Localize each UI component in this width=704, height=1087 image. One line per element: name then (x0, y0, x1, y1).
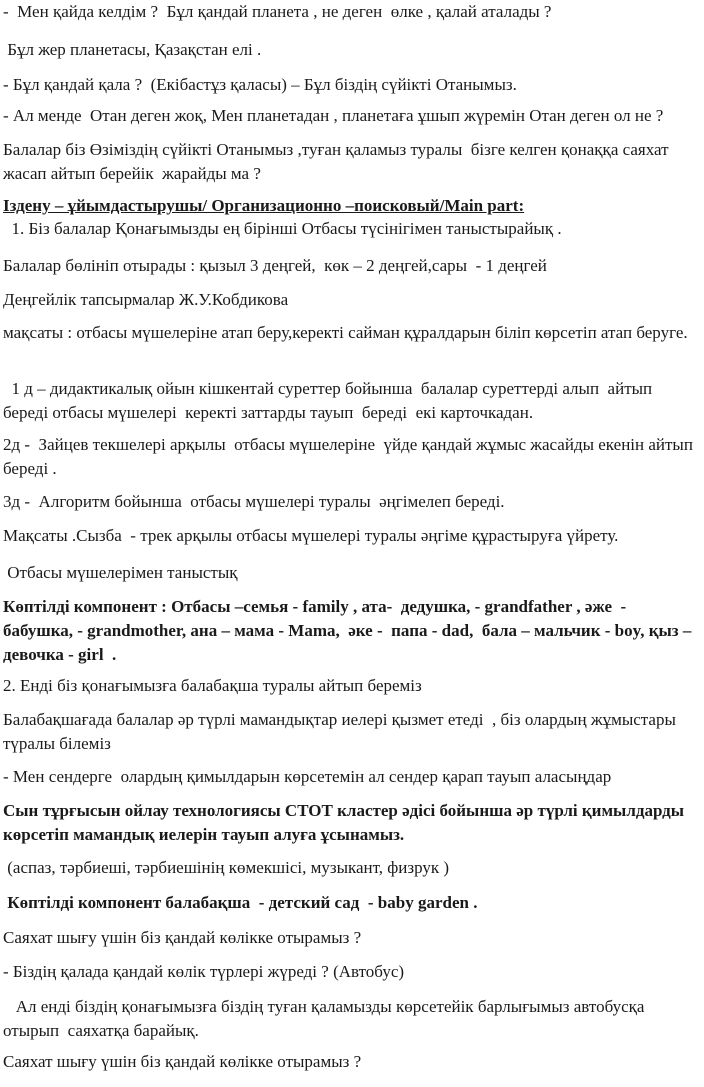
kindergarten-professions: Балабақшағада балалар әр түрлі мамандықтар иелері қызмет етеді , біз олардың жұмыстары түралы білеміз (3, 710, 681, 753)
section-heading-main-part: Іздену – ұйымдастырушы/ Организационно –поисковый/Main part: (3, 196, 525, 215)
multilingual-component-family: Көптілді компонент : Отбасы –семья - family , ата- дедушка, - grandfather , әже - бабушка, - grandmother, ана – мама - Mama, әке - папа - dad, бала – мальчик - boy, қыз – девочка - girl . (3, 597, 696, 664)
multilingual-component-kindergarten: Көптілді компонент балабақша - детский сад - baby garden . (3, 893, 478, 912)
answer-earth-kazakhstan: Бұл жер планетасы, Қазақстан елі . (3, 40, 262, 59)
level-3-task: 3д - Алгоритм бойынша отбасы мүшелері туралы әңгімелеп береді. (3, 492, 505, 511)
step-2-kindergarten: 2. Енді біз қонағымызға балабақша туралы айтып береміз (3, 676, 422, 695)
level-tasks-title: Деңгейлік тапсырмалар Ж.У.Кобдикова (3, 290, 289, 309)
transport-question-repeat: Саяхат шығу үшін біз қандай көлікке отырамыз ? (3, 1052, 362, 1071)
groups-levels: Балалар бөлініп отырады : қызыл 3 деңгей, көк – 2 деңгей,сары - 1 деңгей (3, 256, 547, 275)
question-where-am-i: - Мен қайда келдім ? Бұл қандай планета , не деген өлке , қалай аталады ? (3, 2, 552, 21)
step-1-family: 1. Біз балалар Қонағымызды ең бірінші Отбасы түсінігімен таныстырайық . (3, 219, 562, 238)
critical-thinking-paragraph: Сын тұрғысын ойлау технологиясы СТОТ кластер әдісі бойынша әр түрлі қимылдарды көрсетіп мамандық иелерін тауып алуға ұсынамыз. (3, 801, 689, 844)
bus-trip-paragraph: Ал енді біздің қонағымызға біздің туған қаламызды көрсетейік барлығымыз автобусқа отырып саяхатқа барайық. (3, 997, 649, 1040)
professions-list: (аспаз, тәрбиеші, тәрбиешінің көмекшісі, музыкант, физрук ) (3, 858, 450, 877)
purpose-paragraph: мақсаты : отбасы мүшелеріне атап беру,керекті сайман құралдарын біліп көрсетіп атап беруге. (3, 323, 688, 342)
question-which-city: - Бұл қандай қала ? (Екібастұз қаласы) – Бұл біздің сүйікті Отанымыз. (3, 75, 517, 94)
show-movements: - Мен сендерге олардың қимылдарын көрсетемін ал сендер қарап тауып аласыңдар (3, 767, 612, 786)
level-1-task: 1 д – дидактикалық ойын кішкентай суреттер бойынша балалар суреттерді алып айтып береді отбасы мүшелері керекті заттарды тауып береді екі карточкадан. (3, 379, 657, 422)
intro-paragraph: Балалар біз Өзіміздің сүйікті Отанымыз ,туған қаламыз туралы бізге келген қонаққа саяхат жасап айтып берейік жарайды ма ? (3, 140, 673, 183)
family-acquaintance: Отбасы мүшелерімен таныстық (3, 563, 238, 582)
purpose-track: Мақсаты .Сызба - трек арқылы отбасы мүшелері туралы әңгіме құрастыруға үйрету. (3, 526, 619, 545)
statement-no-homeland: - Ал менде Отан деген жоқ, Мен планетадан , планетаға ұшып жүремін Отан деген ол не ? (3, 106, 664, 125)
city-transport-question: - Біздің қалада қандай көлік түрлері жүреді ? (Автобус) (3, 962, 405, 981)
level-2-task: 2д - Зайцев текшелері арқылы отбасы мүшелеріне үйде қандай жұмыс жасайды екенін айтып береді . (3, 435, 698, 478)
transport-question: Саяхат шығу үшін біз қандай көлікке отырамыз ? (3, 928, 362, 947)
